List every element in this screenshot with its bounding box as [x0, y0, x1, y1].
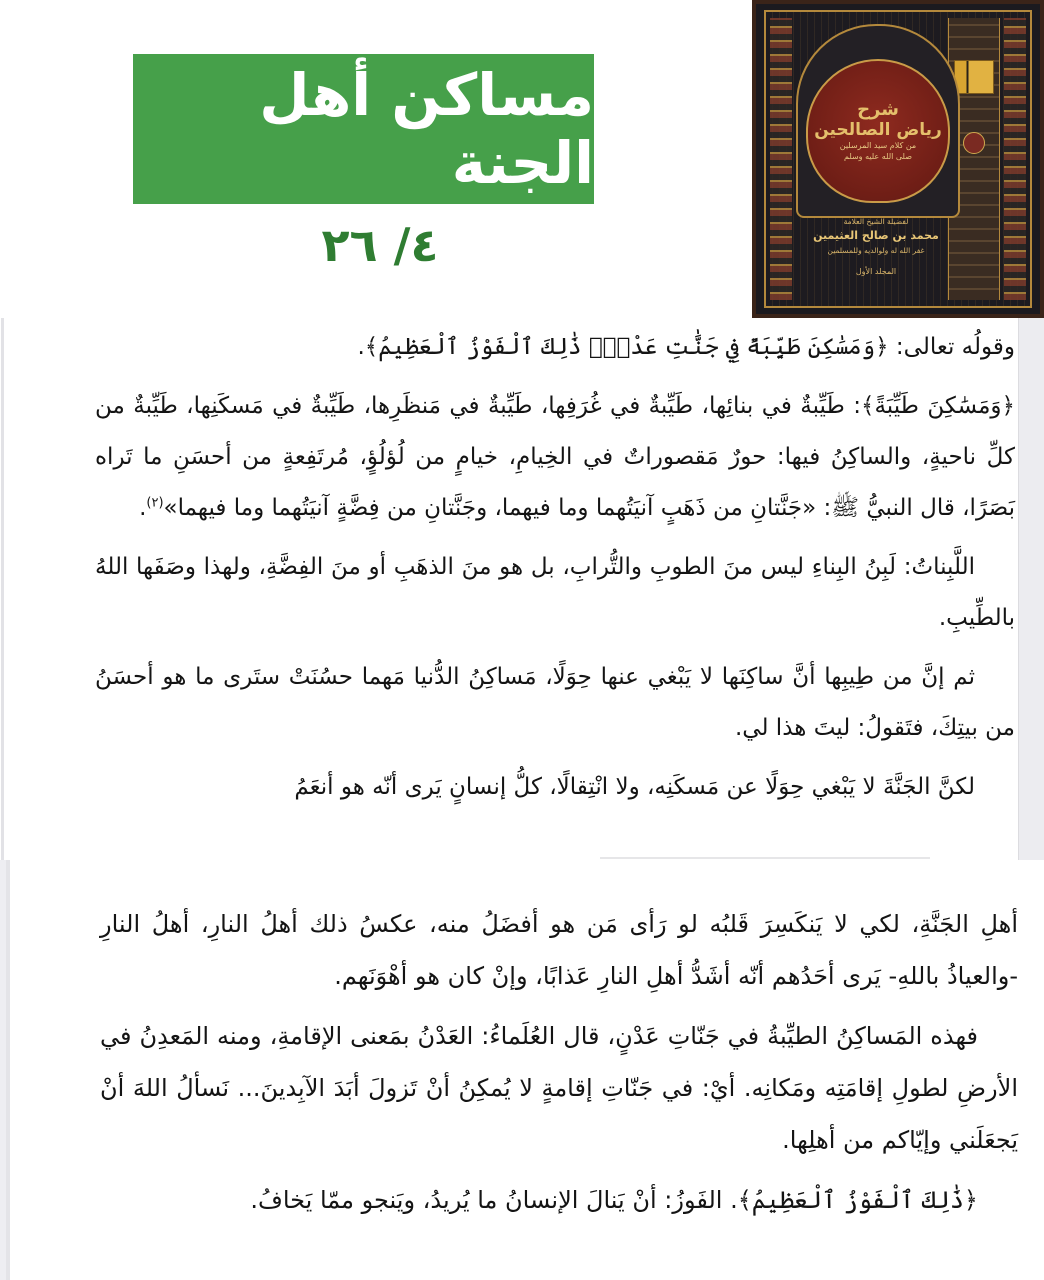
- cover-volume: المجلد الأول: [855, 266, 897, 276]
- footnote-marker[interactable]: (٢): [146, 495, 164, 511]
- paragraph-dwelling: ثم إنَّ من طِيبِها أنَّ ساكِنَها لا يَبْغي عنها حِوَلًا، مَساكِنُ الدُّنيا مَهما حسُنَتْ ستَرى ما هو أحسَنُ من بيتِكَ، فتَقولُ: ليتَ هذا لي.: [95, 664, 1015, 741]
- cover-ornament-left: [770, 18, 792, 300]
- book-cover-image: [752, 0, 1044, 318]
- quran-verse: ﴿وَمَسَٰكِنَ طَيِّبَةً فِي جَنَّٰتِ عَدْنٍۚ ذَٰلِكَ ٱلْفَوْزُ ٱلْعَظِيمُ﴾: [364, 334, 889, 360]
- page-2-text: [100, 898, 1018, 1226]
- cover-title-medallion: [806, 59, 950, 203]
- verse-intro: وقولُه تعالى:: [888, 334, 1015, 360]
- punctuation: .: [139, 495, 147, 521]
- cover-author-block: [796, 216, 956, 276]
- cover-title-line-2: رياض الصالحين: [814, 119, 942, 140]
- page-gutter-left: [0, 860, 10, 1280]
- paragraph-text: . الفَوزُ: أنْ يَنالَ الإنسانُ ما يُريدُ، ويَنجو ممّا يَخافُ.: [250, 1186, 738, 1214]
- paragraph-verse: [95, 322, 1015, 373]
- volume-badge-icon: [963, 132, 985, 154]
- cover-subtitle-1: من كلام سيد المرسلين: [839, 140, 917, 150]
- page-reference: ٤/ ٢٦: [321, 218, 439, 272]
- page-divider: [600, 857, 930, 859]
- title-banner: [133, 54, 594, 204]
- cover-subtitle-2: صلى الله عليه وسلم: [844, 152, 912, 162]
- paragraph-great-success: [100, 1174, 1018, 1226]
- cover-title-line-1: شرح: [857, 98, 899, 120]
- paragraph-text: : طَيِّبةٌ في بنائِها، طَيِّبةٌ في غُرَفِها، طَيِّبةٌ في مَنظَرِها، طَيِّبةٌ في مَسكَنِها، طَيِّبةٌ من كلِّ ناحيةٍ، والساكِنُ فيها: حورٌ مَقصوراتٌ في الخِيامِ، خيامٍ من لُؤلُؤٍ، مُرتَفِعةٍ من أحسَنِ ما تَراه بَصَرًا، قال النبيُّ ﷺ: «جَنَّتانِ من ذَهَبٍ آنيَتُهما وما فيهما، وجَنَّتانِ من فِضَّةٍ آنيَتُهما وما فيهما»: [95, 393, 1015, 521]
- quran-quote: ﴿وَمَسَٰكِنَ طَيِّبَةً﴾: [860, 393, 1016, 419]
- kaaba-icon: [954, 60, 994, 94]
- header: [0, 0, 1044, 318]
- paragraph-explanation: [95, 381, 1015, 534]
- paragraph-bricks: اللَّبِناتُ: لَبِنُ البِناءِ ليس منَ الطوبِ والتُّرابِ، بل هو منَ الذهَبِ أو منَ الفِضَّةِ، ولهذا وصَفَها اللهُ بالطِّيبِ.: [95, 554, 1015, 631]
- paragraph-no-change: لكنَّ الجَنَّةَ لا يَبْغي حِوَلًا عن مَسكَنِه، ولا انْتِقالًا، كلُّ إنسانٍ يَرى أنّه هو أنعَمُ: [294, 774, 975, 800]
- paragraph-people-of-fire: أهلِ الجَنَّةِ، لكي لا يَنكَسِرَ قَلبُه لو رَأى مَن هو أفضَلُ منه، عكسُ ذلك أهلُ النارِ، أهلُ النارِ -والعياذُ باللهِ- يَرى أحَدُهم أنّه أشَدُّ أهلِ النارِ عَذابًا، وإنْ كان هو أهْوَنَهم.: [100, 910, 1018, 990]
- cover-author-name: محمد بن صالح العثيمين: [813, 229, 939, 242]
- cover-author-suffix: غفر الله له ولوالديه وللمسلمين: [827, 245, 925, 255]
- cover-author-prefix: لفضيلة الشيخ العلامة: [843, 217, 909, 226]
- page-title: مساكن أهل الجنة: [259, 61, 594, 197]
- page-1-text: [95, 322, 1015, 813]
- paragraph-adn-meaning: فهذه المَساكِنُ الطيِّبةُ في جَنّاتِ عَدْنٍ، قال العُلَماءُ: العَدْنُ بمَعنى الإقامةِ، ومنه المَعدِنُ في الأرضِ لطولِ إقامَتِه ومَكانِه. أيْ: في جَنّاتِ إقامةٍ لا يُمكِنُ أنْ تَزولَ أبَدَ الآبِدينَ... نَسألُ اللهَ أنْ يَجعَلَني وإيّاكم من أهلِها.: [100, 1022, 1018, 1154]
- cover-ornament-right: [1004, 18, 1026, 300]
- quran-quote: ﴿ذَٰلِكَ ٱلْفَوْزُ ٱلْعَظِيمُ﴾: [737, 1186, 978, 1214]
- page-gutter: [1018, 318, 1044, 860]
- punctuation: .: [357, 334, 365, 360]
